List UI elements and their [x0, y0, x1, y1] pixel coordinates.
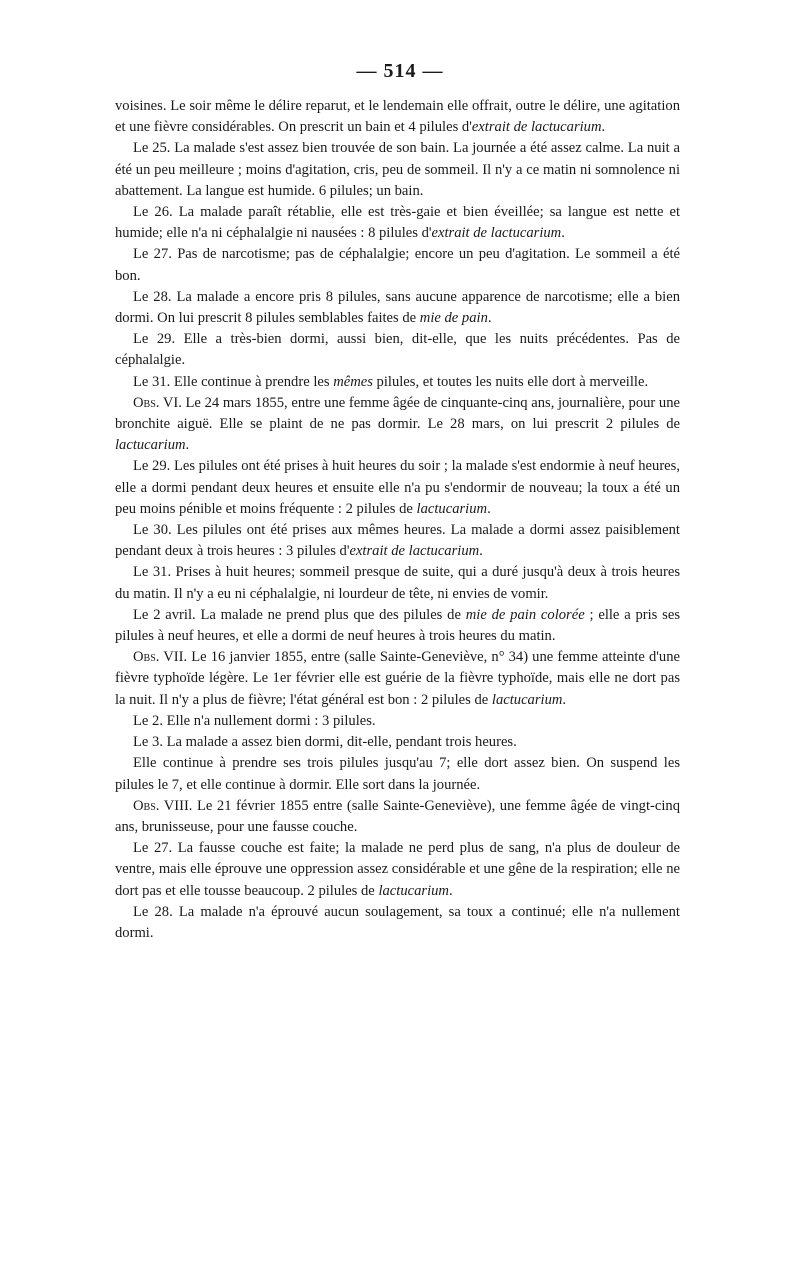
paragraph: [115, 287, 680, 329]
italic-text: lactucarium: [378, 882, 449, 899]
observation-label: Obs.: [133, 649, 160, 666]
text-run: Le 29. Elle a très-bien dormi, aussi bien, dit-elle, que les nuits précédentes. Pas de céphalalgie.: [115, 331, 680, 369]
italic-text: mie de pain: [419, 310, 488, 327]
paragraph: [115, 393, 680, 457]
paragraph: [115, 647, 680, 711]
text-run: VIII. Le 21 février 1855 entre (salle Sainte-Geneviève), une femme âgée de vingt-cinq ans, brunisseuse, pour une fausse couche.: [115, 797, 680, 835]
text-run: Elle continue à prendre ses trois pilules jusqu'au 7; elle dort assez bien. On suspend les pilules le 7, et elle continue à dormir. Elle sort dans la journée.: [115, 755, 680, 793]
paragraph: [115, 605, 680, 647]
italic-text: lactucarium: [115, 437, 186, 454]
italic-text: extrait de lactucarium: [431, 225, 562, 242]
paragraph: [115, 838, 680, 902]
text-run: Le 30. Les pilules ont été prises aux mêmes heures. La malade a dormi assez paisiblement pendant deux à trois heures : 3 pilules d': [115, 522, 680, 560]
paragraph: [115, 562, 680, 604]
paragraph: [115, 202, 680, 244]
text-run: pilules, et toutes les nuits elle dort à merveille.: [372, 373, 649, 390]
text-run: VII. Le 16 janvier 1855, entre (salle Sainte-Geneviève, n° 34) une femme atteinte d'une fièvre typhoïde légère. Le 1er février elle est guérie de la fièvre typhoïde, mais elle ne dort pas la nuit. Il n'y a plus de fièvre; l'état général est bon : 2 pilules de: [115, 649, 680, 708]
italic-text: extrait de lactucarium: [471, 119, 602, 136]
text-run: Le 2 avril. La malade ne prend plus que des pilules de: [133, 606, 466, 623]
text-run: Le 25. La malade s'est assez bien trouvée de son bain. La journée a été assez calme. La nuit a été un peu meilleure ; moins d'agitation, cris, peu de sommeil. Il n'y a ce matin ni somnolence ni abattement. La langue est humide. 6 pilules; un bain.: [115, 140, 680, 199]
text-run: Le 26. La malade paraît rétablie, elle est très-gaie et bien éveillée; sa langue est nette et humide; elle n'a ni céphalalgie ni nausées : 8 pilules d': [115, 204, 680, 242]
paragraph: [115, 96, 680, 138]
observation-label: Obs.: [133, 797, 160, 814]
italic-text: lactucarium: [416, 500, 488, 517]
paragraph: [115, 244, 680, 286]
paragraph: [115, 711, 680, 732]
italic-text: lactucarium: [491, 691, 563, 708]
text-run: Le 27. La fausse couche est faite; la malade ne perd plus de sang, n'a plus de douleur de ventre, mais elle éprouve une oppression assez considérable et une gêne de la respiration; elle ne dort pas et elle tousse beaucoup. 2 pilules de: [115, 840, 680, 899]
paragraph: [115, 138, 680, 202]
text-run: Le 28. La malade n'a éprouvé aucun soulagement, sa toux a continué; elle n'a nullement dormi.: [115, 903, 680, 941]
paragraph: [115, 456, 680, 520]
italic-text: mie de pain colorée: [465, 606, 585, 623]
text-run: .: [561, 225, 565, 242]
text-run: .: [448, 882, 453, 899]
paragraph: [115, 902, 680, 944]
text-run: Le 31. Elle continue à prendre les: [133, 373, 334, 390]
text-run: ; elle a pris ses pilules à neuf heures, et elle a dormi de neuf heures à trois heures du matin.: [115, 606, 680, 645]
text-run: .: [479, 543, 483, 560]
text-run: VI. Le 24 mars 1855, entre une femme âgée de cinquante-cinq ans, journalière, pour une bronchite aiguë. Elle se plaint de ne pas dormir. Le 28 mars, on lui prescrit 2 pilules de: [115, 394, 680, 433]
text-run: .: [487, 500, 491, 517]
text-run: Le 31. Prises à huit heures; sommeil presque de suite, qui a duré jusqu'à deux à trois heures du matin. Il n'y a eu ni céphalalgie, ni lourdeur de tête, ni envies de vomir.: [115, 564, 680, 602]
paragraph: [115, 753, 680, 795]
text-run: .: [601, 119, 606, 136]
body-text: [115, 96, 680, 944]
page-number: — 514 —: [356, 60, 444, 82]
paragraph: [115, 329, 680, 371]
text-run: Le 27. Pas de narcotisme; pas de céphalalgie; encore un peu d'agitation. Le sommeil a été bon.: [115, 246, 680, 284]
paragraph: [115, 520, 680, 562]
text-run: Le 2. Elle n'a nullement dormi : 3 pilules.: [133, 712, 376, 729]
text-run: Le 28. La malade a encore pris 8 pilules, sans aucune apparence de narcotisme; elle a bien dormi. On lui prescrit 8 pilules semblables faites de: [115, 288, 680, 327]
text-run: .: [487, 310, 492, 327]
text-run: Le 29. Les pilules ont été prises à huit heures du soir ; la malade s'est endormie à neuf heures, elle a dormi pendant deux heures et ensuite elle n'a pu s'endormir de nouveau; la toux a été un peu moins pénible et moins fréquente : 2 pilules de: [115, 458, 680, 517]
observation-label: Obs.: [133, 394, 160, 411]
paragraph: [115, 372, 680, 393]
text-run: voisines. Le soir même le délire reparut, et le lendemain elle offrait, outre le délire, une agitation et une fièvre considérables. On prescrit un bain et 4 pilules d': [115, 98, 680, 136]
text-run: .: [185, 437, 190, 454]
text-run: .: [562, 691, 567, 708]
paragraph: [115, 732, 680, 753]
italic-text: mêmes: [333, 373, 373, 390]
paragraph: [115, 796, 680, 838]
text-run: Le 3. La malade a assez bien dormi, dit-elle, pendant trois heures.: [133, 734, 517, 751]
italic-text: extrait de lactucarium: [349, 543, 480, 560]
